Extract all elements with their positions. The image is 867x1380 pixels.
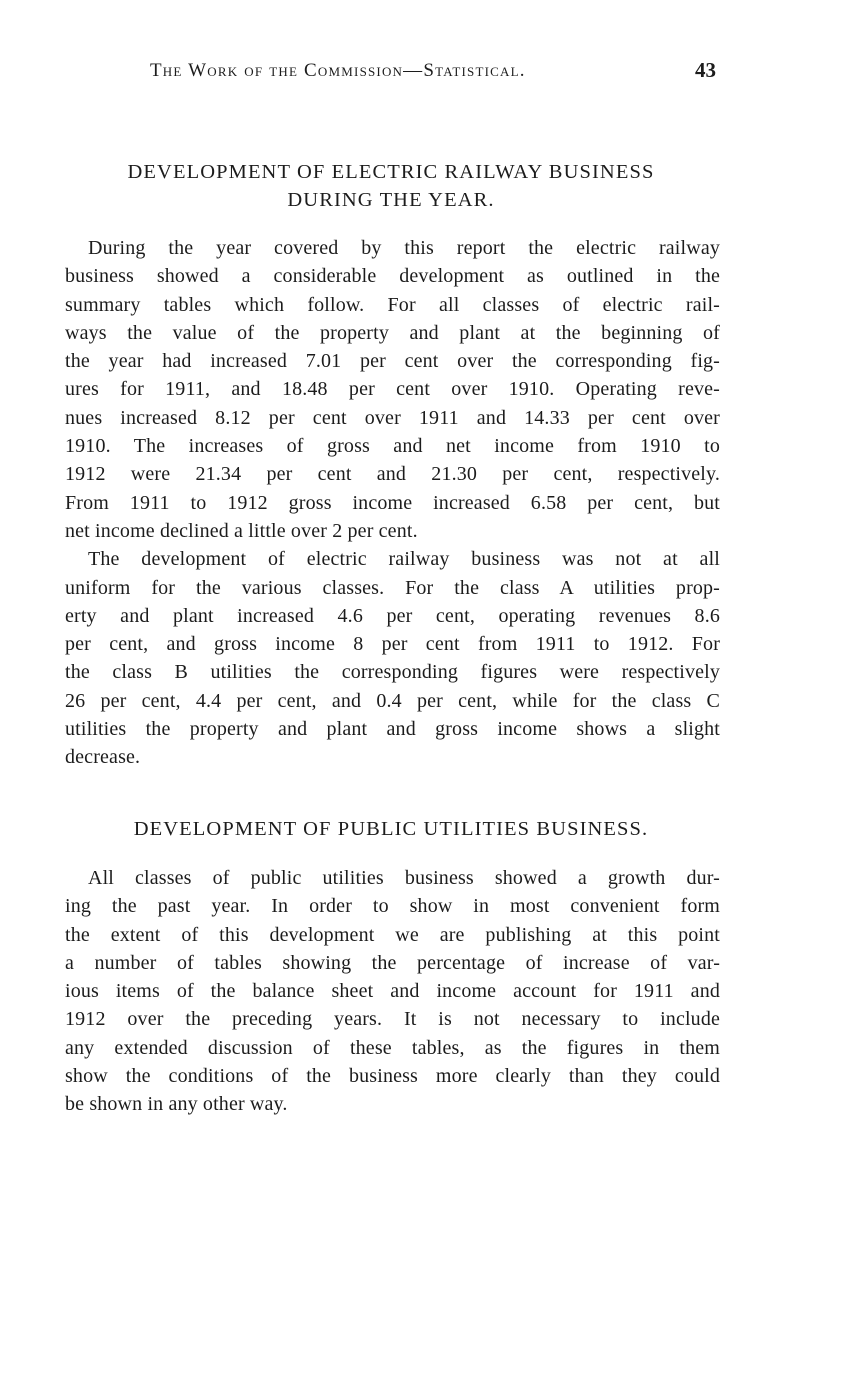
- text-line: 26 per cent, 4.4 per cent, and 0.4 per cent, while for the class C: [65, 689, 720, 712]
- running-head: [150, 60, 716, 88]
- text-line: The development of electric railway business was not at all: [88, 548, 720, 571]
- text-line: During the year covered by this report the electric railway: [88, 237, 720, 259]
- text-line: per cent, and gross income 8 per cent from 1911 to 1912. For: [65, 633, 720, 656]
- text-line: business showed a considerable development as outlined in the: [65, 265, 720, 288]
- text-line: 1912 were 21.34 per cent and 21.30 per cent, respectively.: [65, 463, 720, 486]
- text-line: 1912 over the preceding years. It is not necessary to include: [65, 1008, 720, 1031]
- text-line: be shown in any other way.: [65, 1093, 288, 1116]
- text-line: ures for 1911, and 18.48 per cent over 1910. Operating reve-: [65, 378, 720, 401]
- section-body-electric-railway: [65, 234, 720, 772]
- text-line: the extent of this development we are publishing at this point: [65, 923, 720, 946]
- text-line: erty and plant increased 4.6 per cent, operating revenues 8.6: [65, 604, 720, 627]
- text-line: 1910. The increases of gross and net income from 1910 to: [65, 435, 720, 458]
- text-line: ways the value of the property and plant at the beginning of: [65, 321, 720, 344]
- text-line: show the conditions of the business more clearly than they could: [65, 1065, 720, 1088]
- section-body-public-utilities: [65, 864, 720, 1119]
- text-line: the class B utilities the corresponding figures were respectively: [65, 661, 720, 684]
- text-line: decrease.: [65, 746, 141, 769]
- heading-line: DEVELOPMENT OF PUBLIC UTILITIES BUSINESS.: [133, 818, 649, 840]
- text-line: nues increased 8.12 per cent over 1911 and 14.33 per cent over: [65, 406, 720, 429]
- running-title: The Work of the Commission—Statistical.: [150, 60, 526, 81]
- text-line: uniform for the various classes. For the class A utilities prop-: [65, 576, 720, 599]
- text-line: ing the past year. In order to show in most convenient form: [65, 895, 720, 918]
- text-line: a number of tables showing the percentage of increase of var-: [65, 951, 720, 974]
- section-heading-electric-railway: [64, 158, 718, 214]
- page-number: 43: [695, 58, 716, 82]
- text-line: the year had increased 7.01 per cent over the corresponding fig-: [65, 350, 720, 373]
- text-line: net income declined a little over 2 per cent.: [65, 519, 418, 542]
- section-heading-public-utilities: [64, 815, 718, 843]
- text-line: From 1911 to 1912 gross income increased 6.58 per cent, but: [65, 491, 720, 514]
- text-line: any extended discussion of these tables, as the figures in them: [65, 1036, 720, 1059]
- heading-line: DURING THE YEAR.: [287, 189, 495, 211]
- text-line: ious items of the balance sheet and income account for 1911 and: [65, 980, 720, 1003]
- text-line: summary tables which follow. For all classes of electric rail-: [65, 293, 720, 316]
- text-line: utilities the property and plant and gross income shows a slight: [65, 718, 720, 741]
- heading-line: DEVELOPMENT OF ELECTRIC RAILWAY BUSINESS: [127, 161, 655, 183]
- text-line: All classes of public utilities business showed a growth dur-: [88, 867, 720, 889]
